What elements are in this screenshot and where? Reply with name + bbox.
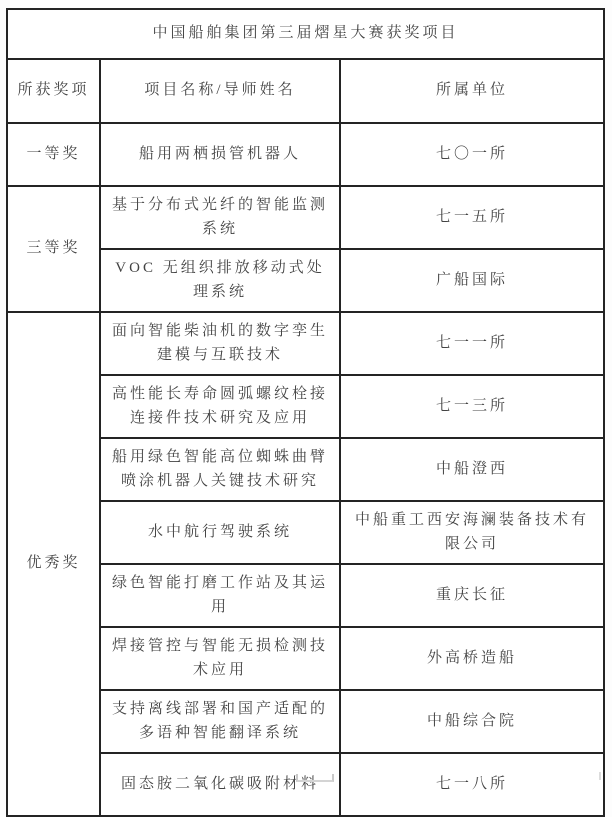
unit-cell: 中船综合院 [340,690,604,753]
project-cell: 水中航行驾驶系统 [100,501,340,564]
project-cell: 船用两栖损管机器人 [100,123,340,186]
column-header-award: 所获奖项 [7,59,100,123]
project-cell: VOC 无组织排放移动式处理系统 [100,249,340,312]
award-label-third-prize: 三等奖 [7,186,100,312]
project-cell: 绿色智能打磨工作站及其运用 [100,564,340,627]
header-row [7,59,604,123]
project-cell: 船用绿色智能高位蜘蛛曲臂喷涂机器人关键技术研究 [100,438,340,501]
table-row [7,123,604,186]
table-title: 中国船舶集团第三届熠星大赛获奖项目 [7,9,604,59]
unit-cell: 中船重工西安海澜装备技术有限公司 [340,501,604,564]
project-cell: 固态胺二氧化碳吸附材料 [100,753,340,816]
unit-cell: 重庆长征 [340,564,604,627]
project-cell: 焊接管控与智能无损检测技术应用 [100,627,340,690]
title-row [7,9,604,59]
table-continuation-artifact [296,774,334,782]
unit-cell: 广船国际 [340,249,604,312]
unit-cell: 七一一所 [340,312,604,375]
unit-cell: 外高桥造船 [340,627,604,690]
column-header-unit: 所属单位 [340,59,604,123]
awards-table [6,8,605,817]
project-cell: 支持离线部署和国产适配的多语种智能翻译系统 [100,690,340,753]
column-header-project: 项目名称/导师姓名 [100,59,340,123]
unit-cell: 七一八所 [340,753,604,816]
unit-cell: 七〇一所 [340,123,604,186]
project-cell: 面向智能柴油机的数字孪生建模与互联技术 [100,312,340,375]
project-cell: 基于分布式光纤的智能监测系统 [100,186,340,249]
project-cell: 高性能长寿命圆弧螺纹栓接连接件技术研究及应用 [100,375,340,438]
table-row [7,186,604,249]
table-edge-artifact [599,772,601,780]
table-row [7,312,604,375]
award-label-first-prize: 一等奖 [7,123,100,186]
unit-cell: 七一五所 [340,186,604,249]
unit-cell: 七一三所 [340,375,604,438]
award-label-excellence-prize: 优秀奖 [7,312,100,816]
unit-cell: 中船澄西 [340,438,604,501]
